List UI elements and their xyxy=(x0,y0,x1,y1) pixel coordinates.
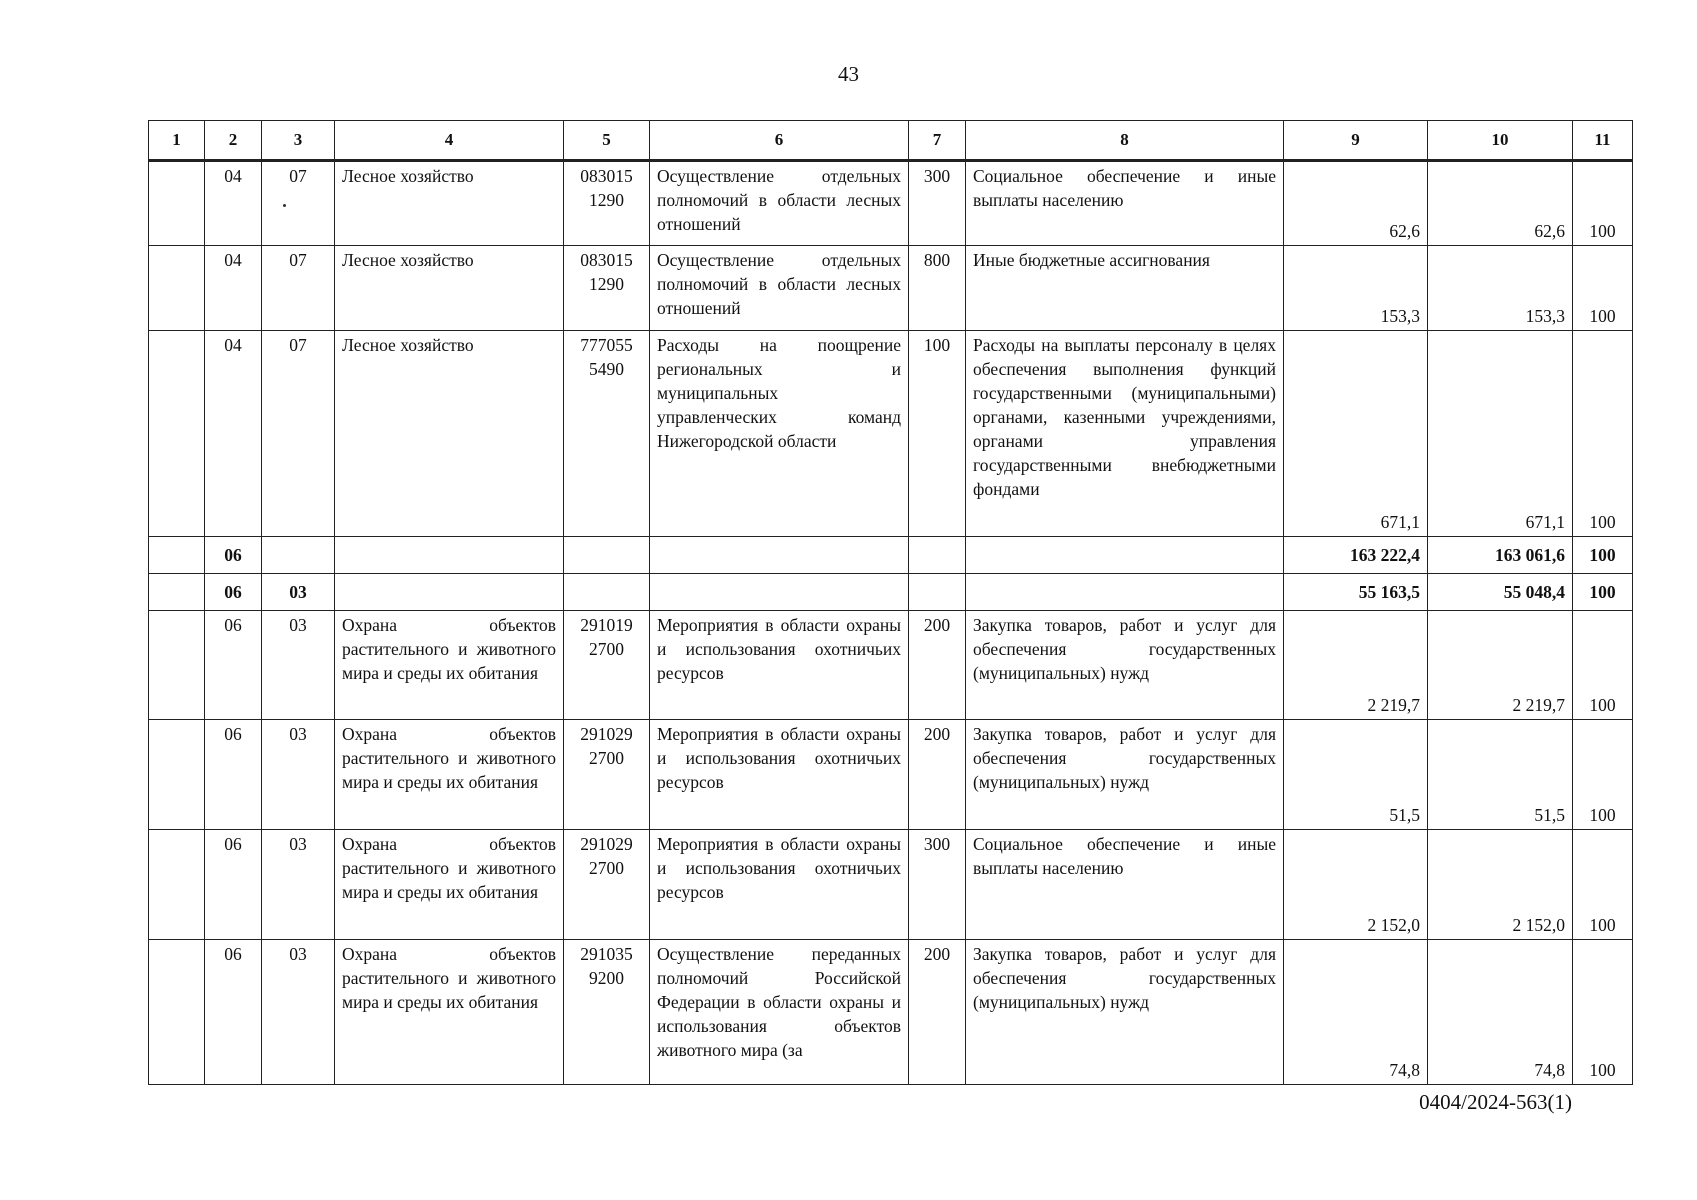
cell-c1 xyxy=(149,940,205,1085)
cell-executed: 153,3 xyxy=(1428,246,1573,331)
cell-target-code: 291035 9200 xyxy=(564,940,650,1085)
cell-planned: 51,5 xyxy=(1284,720,1428,830)
cell-subsection: 07 xyxy=(262,161,335,246)
cell-expense-name: Закупка товаров, работ и услуг для обеспечения государственных (муниципальных) нужд xyxy=(966,940,1284,1085)
document-code: 0404/2024-563(1) xyxy=(1419,1090,1572,1114)
cell-subsection: 03 xyxy=(262,940,335,1085)
cell-subsection: 03 xyxy=(262,720,335,830)
cell-target-code xyxy=(564,537,650,574)
cell-percent: 100 xyxy=(1573,830,1633,940)
cell-planned: 2 152,0 xyxy=(1284,830,1428,940)
cell-planned: 153,3 xyxy=(1284,246,1428,331)
cell-section: 06 xyxy=(205,537,262,574)
cell-target-code: 083015 1290 xyxy=(564,161,650,246)
column-header-8: 8 xyxy=(966,121,1284,161)
cell-target-name: Осуществление отдельных полномочий в области лесных отношений xyxy=(650,246,909,331)
cell-percent: 100 xyxy=(1573,331,1633,537)
cell-section-name xyxy=(335,574,564,611)
cell-expense-name: Социальное обеспечение и иные выплаты населению xyxy=(966,830,1284,940)
cell-executed: 51,5 xyxy=(1428,720,1573,830)
cell-c1 xyxy=(149,611,205,720)
column-header-1: 1 xyxy=(149,121,205,161)
cell-percent: 100 xyxy=(1573,246,1633,331)
cell-expense-name: Иные бюджетные ассигнования xyxy=(966,246,1284,331)
cell-target-name: Расходы на поощрение региональных и муниципальных управленческих команд Нижегородской области xyxy=(650,331,909,537)
table-row xyxy=(149,161,1633,246)
cell-expense-type: 200 xyxy=(909,720,966,830)
table-row xyxy=(149,940,1633,1085)
cell-planned: 2 219,7 xyxy=(1284,611,1428,720)
cell-section-name: Охрана объектов растительного и животного мира и среды их обитания xyxy=(335,720,564,830)
cell-expense-name xyxy=(966,537,1284,574)
column-header-11: 11 xyxy=(1573,121,1633,161)
cell-target-code xyxy=(564,574,650,611)
column-header-7: 7 xyxy=(909,121,966,161)
section-total-row xyxy=(149,537,1633,574)
cell-expense-name: Закупка товаров, работ и услуг для обеспечения государственных (муниципальных) нужд xyxy=(966,611,1284,720)
cell-section-name: Охрана объектов растительного и животного мира и среды их обитания xyxy=(335,830,564,940)
cell-target-code: 777055 5490 xyxy=(564,331,650,537)
cell-planned: 55 163,5 xyxy=(1284,574,1428,611)
cell-executed: 74,8 xyxy=(1428,940,1573,1085)
cell-percent: 100 xyxy=(1573,611,1633,720)
cell-planned: 671,1 xyxy=(1284,331,1428,537)
cell-planned: 62,6 xyxy=(1284,161,1428,246)
column-header-5: 5 xyxy=(564,121,650,161)
cell-target-name: Осуществление отдельных полномочий в области лесных отношений xyxy=(650,161,909,246)
cell-executed: 2 219,7 xyxy=(1428,611,1573,720)
cell-executed: 2 152,0 xyxy=(1428,830,1573,940)
cell-percent: 100 xyxy=(1573,161,1633,246)
cell-executed: 671,1 xyxy=(1428,331,1573,537)
subsection-total-row xyxy=(149,574,1633,611)
cell-expense-type xyxy=(909,537,966,574)
cell-c1 xyxy=(149,830,205,940)
cell-section: 06 xyxy=(205,720,262,830)
cell-target-name xyxy=(650,574,909,611)
cell-expense-type: 300 xyxy=(909,830,966,940)
column-header-2: 2 xyxy=(205,121,262,161)
budget-table xyxy=(148,120,1633,1085)
cell-target-code: 291019 2700 xyxy=(564,611,650,720)
cell-target-name: Мероприятия в области охраны и использования охотничьих ресурсов xyxy=(650,830,909,940)
cell-section: 06 xyxy=(205,611,262,720)
cell-c1 xyxy=(149,246,205,331)
cell-executed: 62,6 xyxy=(1428,161,1573,246)
cell-section: 04 xyxy=(205,246,262,331)
scan-artifact-dot xyxy=(283,204,286,207)
table-row xyxy=(149,331,1633,537)
table-row xyxy=(149,720,1633,830)
cell-executed: 163 061,6 xyxy=(1428,537,1573,574)
table-row xyxy=(149,830,1633,940)
cell-percent: 100 xyxy=(1573,574,1633,611)
table-row xyxy=(149,611,1633,720)
cell-target-name xyxy=(650,537,909,574)
cell-expense-name: Закупка товаров, работ и услуг для обеспечения государственных (муниципальных) нужд xyxy=(966,720,1284,830)
cell-section: 06 xyxy=(205,830,262,940)
cell-percent: 100 xyxy=(1573,720,1633,830)
cell-subsection: 07 xyxy=(262,246,335,331)
cell-target-name: Мероприятия в области охраны и использования охотничьих ресурсов xyxy=(650,611,909,720)
cell-percent: 100 xyxy=(1573,940,1633,1085)
column-header-6: 6 xyxy=(650,121,909,161)
table-row xyxy=(149,246,1633,331)
cell-target-code: 083015 1290 xyxy=(564,246,650,331)
cell-section-name: Лесное хозяйство xyxy=(335,246,564,331)
cell-subsection: 07 xyxy=(262,331,335,537)
cell-section: 04 xyxy=(205,161,262,246)
cell-expense-name xyxy=(966,574,1284,611)
cell-section: 06 xyxy=(205,940,262,1085)
cell-subsection: 03 xyxy=(262,611,335,720)
cell-section-name xyxy=(335,537,564,574)
header-row xyxy=(149,121,1633,161)
column-header-10: 10 xyxy=(1428,121,1573,161)
cell-section-name: Охрана объектов растительного и животного мира и среды их обитания xyxy=(335,940,564,1085)
cell-expense-name: Расходы на выплаты персоналу в целях обеспечения выполнения функций государственными (муниципальными) органами, казенными учреждениями, органами управления государственными внебюджетными фондами xyxy=(966,331,1284,537)
cell-expense-name: Социальное обеспечение и иные выплаты населению xyxy=(966,161,1284,246)
cell-target-code: 291029 2700 xyxy=(564,830,650,940)
cell-c1 xyxy=(149,574,205,611)
cell-c1 xyxy=(149,331,205,537)
cell-c1 xyxy=(149,537,205,574)
cell-c1 xyxy=(149,161,205,246)
cell-expense-type: 100 xyxy=(909,331,966,537)
cell-planned: 163 222,4 xyxy=(1284,537,1428,574)
cell-expense-type: 300 xyxy=(909,161,966,246)
cell-subsection: 03 xyxy=(262,830,335,940)
page-number: 43 xyxy=(838,62,859,86)
cell-executed: 55 048,4 xyxy=(1428,574,1573,611)
cell-section-name: Лесное хозяйство xyxy=(335,331,564,537)
cell-c1 xyxy=(149,720,205,830)
cell-target-name: Мероприятия в области охраны и использования охотничьих ресурсов xyxy=(650,720,909,830)
cell-section-name: Лесное хозяйство xyxy=(335,161,564,246)
column-header-4: 4 xyxy=(335,121,564,161)
cell-section: 06 xyxy=(205,574,262,611)
cell-section-name: Охрана объектов растительного и животного мира и среды их обитания xyxy=(335,611,564,720)
cell-target-code: 291029 2700 xyxy=(564,720,650,830)
column-header-3: 3 xyxy=(262,121,335,161)
cell-expense-type: 200 xyxy=(909,611,966,720)
cell-percent: 100 xyxy=(1573,537,1633,574)
cell-planned: 74,8 xyxy=(1284,940,1428,1085)
column-header-9: 9 xyxy=(1284,121,1428,161)
cell-target-name: Осуществление переданных полномочий Российской Федерации в области охраны и использования объектов животного мира (за xyxy=(650,940,909,1085)
cell-subsection: 03 xyxy=(262,574,335,611)
cell-section: 04 xyxy=(205,331,262,537)
cell-expense-type xyxy=(909,574,966,611)
cell-subsection xyxy=(262,537,335,574)
cell-expense-type: 200 xyxy=(909,940,966,1085)
cell-expense-type: 800 xyxy=(909,246,966,331)
